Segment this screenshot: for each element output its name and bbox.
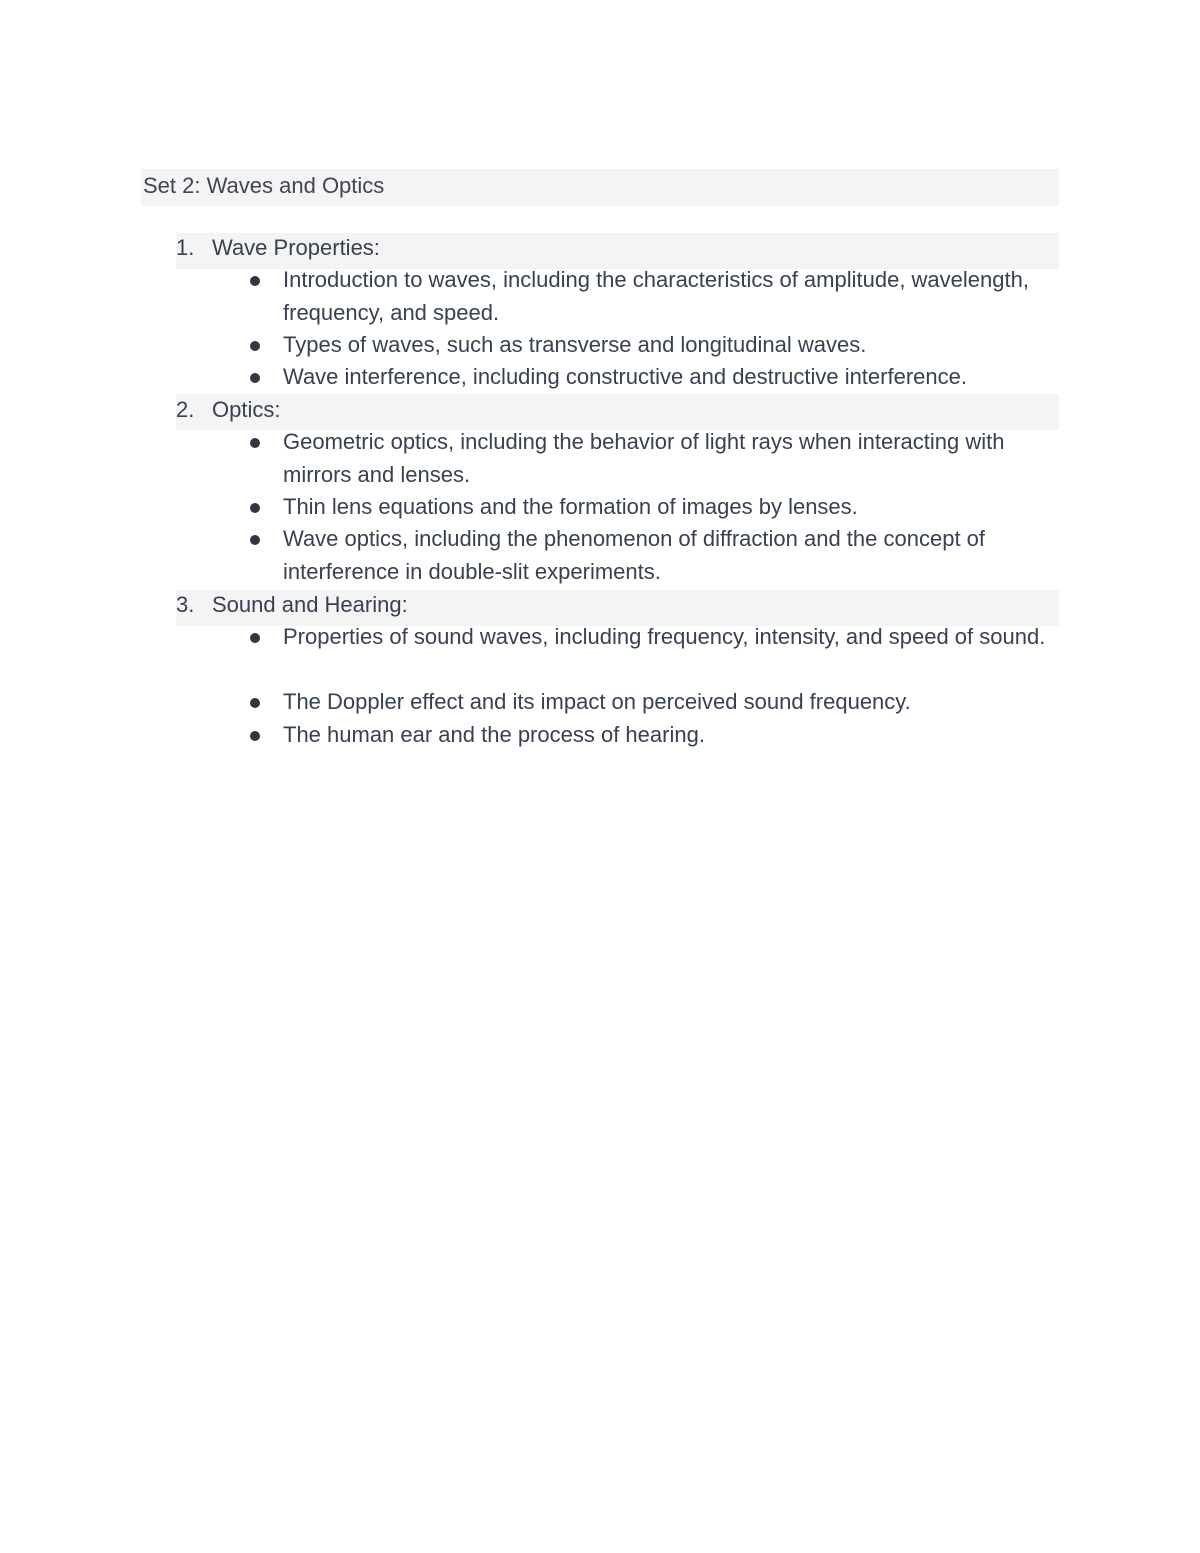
bullet-dot [250,341,260,351]
bullet-dot [250,633,260,643]
list-item: Properties of sound waves, including frequency, intensity, and speed of sound. [283,624,1046,649]
section-number-1: 1. [176,235,195,260]
list-item: Thin lens equations and the formation of images by lenses. [283,494,858,519]
section-number-2: 2. [176,397,195,422]
section-number-3: 3. [176,592,195,617]
bullet-dot [250,535,260,545]
bullet-dot [250,698,260,708]
bullet-dot [250,503,260,513]
section-highlight-2 [176,394,1059,430]
list-item: Geometric optics, including the behavior of light rays when interacting with mirrors and lenses. [283,429,1005,487]
section-heading-sound-and-hearing: Sound and Hearing: [212,592,408,617]
list-item: Wave interference, including constructive and destructive interference. [283,364,967,389]
list-item: The human ear and the process of hearing. [283,722,705,747]
bullet-dot [250,373,260,383]
list-item: Types of waves, such as transverse and longitudinal waves. [283,332,867,357]
bullet-dot [250,438,260,448]
section-heading-optics: Optics: [212,397,281,422]
document-title: Set 2: Waves and Optics [143,173,385,198]
bullet-dot [250,731,260,741]
section-heading-wave-properties: Wave Properties: [212,235,380,260]
list-item: The Doppler effect and its impact on perceived sound frequency. [283,689,911,714]
list-item: Introduction to waves, including the characteristics of amplitude, wavelength, frequency, and speed. [283,267,1029,325]
bullet-dot [250,276,260,286]
list-item: Wave optics, including the phenomenon of diffraction and the concept of interference in double-slit experiments. [283,526,986,584]
